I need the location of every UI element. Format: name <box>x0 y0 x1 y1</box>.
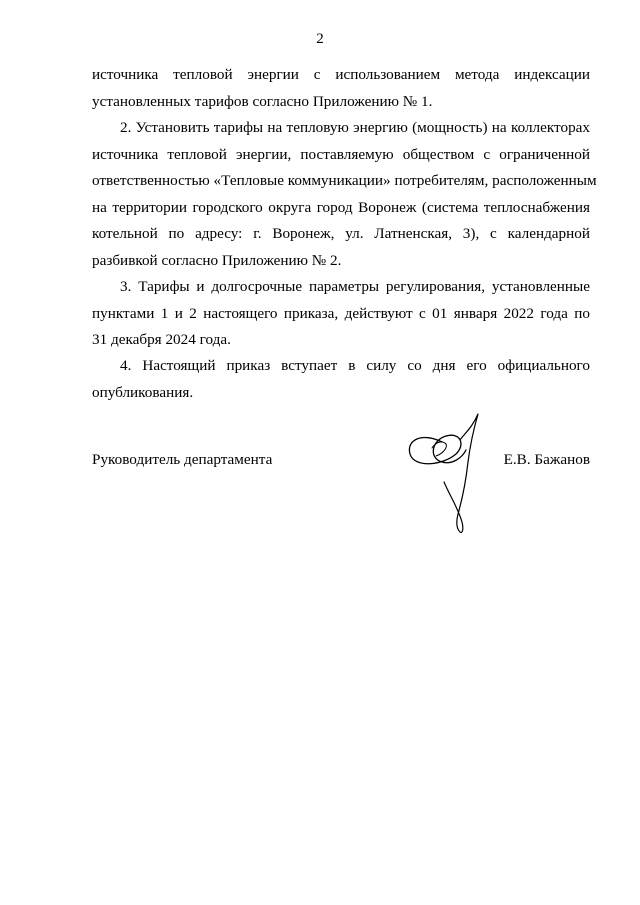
signatory-position: Руководитель департамента <box>92 451 273 468</box>
paragraph-3 <box>92 274 590 354</box>
paragraph-2-line-2: источника тепловой энергии, поставляемую обществом с ограниченной <box>92 145 590 163</box>
paragraph-3-line-3: 31 декабря 2024 года. <box>92 331 231 348</box>
paragraph-4-line-2: опубликования. <box>92 383 194 401</box>
signatory-name: Е.В. Бажанов <box>503 451 590 468</box>
paragraph-1-line-2: установленных тарифов согласно Приложению № 1. <box>92 92 433 110</box>
paragraph-3-line-2: пунктами 1 и 2 настоящего приказа, действуют с 01 января 2022 года по <box>92 304 590 322</box>
paragraph-1-line-1: источника тепловой энергии с использованием метода индексации <box>92 66 590 83</box>
paragraph-3-line-1: 3. Тарифы и долгосрочные параметры регулирования, установленные <box>120 278 590 295</box>
paragraph-2-line-1: 2. Установить тарифы на тепловую энергию (мощность) на коллекторах <box>120 119 590 136</box>
paragraph-1 <box>92 62 590 115</box>
paragraph-2-line-3: ответственностью «Тепловые коммуникации» потребителям, расположенным <box>92 172 597 189</box>
paragraph-2-line-6: разбивкой согласно Приложению № 2. <box>92 251 342 269</box>
signature-block <box>92 450 590 540</box>
handwritten-signature <box>402 410 492 540</box>
paragraph-2-line-4: на территории городского округа город Воронеж (система теплоснабжения <box>92 198 590 216</box>
paragraph-2 <box>92 115 597 274</box>
paragraph-4-line-1: 4. Настоящий приказ вступает в силу со дня его официального <box>120 357 590 374</box>
paragraph-2-line-5: котельной по адресу: г. Воронеж, ул. Латненская, 3), с календарной <box>92 225 590 242</box>
page-number: 2 <box>316 31 324 47</box>
paragraph-4 <box>92 353 590 406</box>
